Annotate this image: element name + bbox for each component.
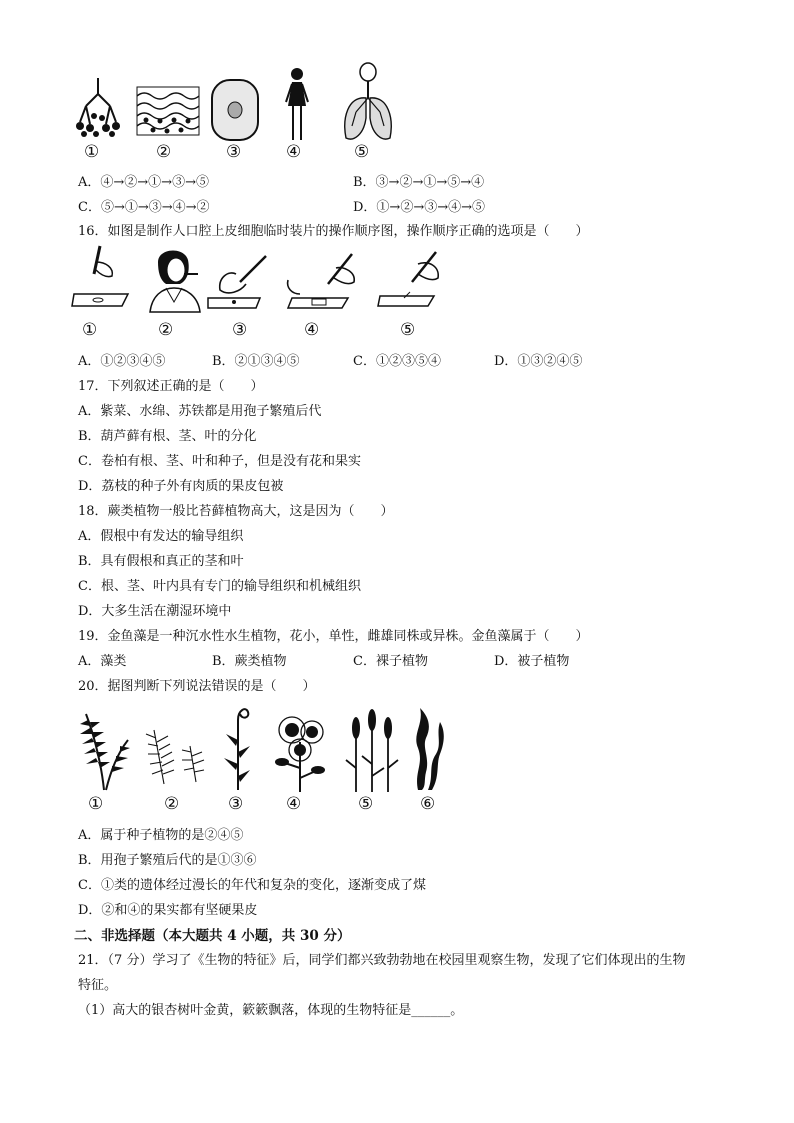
q20-label-3: ③: [228, 794, 244, 814]
figure-structure-levels: [70, 62, 400, 166]
q20-option-b: B．用孢子繁殖后代的是①③⑥: [78, 853, 257, 868]
q17-option-c: C．卷柏有根、茎、叶和种子，但是没有花和果实: [78, 454, 361, 469]
fig-top-label-4: ④: [286, 142, 302, 162]
q21-line2: 特征。: [78, 978, 118, 993]
q15-option-d: D．①→②→③→④→⑤: [353, 200, 485, 215]
step2-person-illustration: [144, 244, 206, 314]
figure-slide-steps: [70, 244, 450, 344]
fig-top-label-2: ②: [156, 142, 172, 162]
step5-hand-illustration: [376, 248, 450, 312]
fig-top-label-3: ③: [226, 142, 242, 162]
step4-hand-illustration: [282, 250, 366, 312]
plant-bud-illustration: [220, 700, 254, 792]
q17-option-a: A．紫菜、水绵、苏铁都是用孢子繁殖后代: [78, 404, 322, 419]
q16-option-c: C．①②③⑤④: [353, 354, 441, 369]
q19-option-d: D．被子植物: [494, 654, 570, 669]
q18-option-d: D．大多生活在潮湿环境中: [78, 604, 232, 619]
q16-label-4: ④: [304, 320, 320, 340]
step3-hand-illustration: [206, 252, 280, 312]
respiratory-system-illustration: [338, 62, 398, 144]
wheat-illustration: [342, 708, 404, 794]
q20-label-1: ①: [88, 794, 104, 814]
fig-top-label-1: ①: [84, 142, 100, 162]
q20-label-4: ④: [286, 794, 302, 814]
q20-label-2: ②: [164, 794, 180, 814]
q18-option-a: A．假根中有发达的输导组织: [78, 529, 244, 544]
q21-sub1: （1）高大的银杏树叶金黄，簌簌飘落，体现的生物特征是______。: [78, 1003, 464, 1018]
q16-label-2: ②: [158, 320, 174, 340]
q16-option-d: D．①③②④⑤: [494, 354, 583, 369]
fig-top-label-5: ⑤: [354, 142, 370, 162]
q19-option-a: A．藻类: [78, 654, 127, 669]
q16-label-3: ③: [232, 320, 248, 340]
q16-label-1: ①: [82, 320, 98, 340]
q18-option-b: B．具有假根和真正的茎和叶: [78, 554, 244, 569]
q20-label-6: ⑥: [420, 794, 436, 814]
q20-option-a: A．属于种子植物的是②④⑤: [78, 828, 244, 843]
step1-dropper-illustration: [70, 244, 132, 312]
epithelial-tissue-illustration: [136, 86, 200, 136]
seaweed-illustration: [408, 702, 448, 792]
lung-branch-illustration: [74, 78, 122, 140]
q15-option-b: B．③→②→①→⑤→④: [353, 175, 485, 190]
q15-option-c: C．⑤→①→③→④→②: [78, 200, 210, 215]
q15-option-a: A．④→②→①→③→⑤: [78, 175, 209, 190]
q20-option-c: C．①类的遗体经过漫长的年代和复杂的变化，逐渐变成了煤: [78, 878, 426, 893]
q17-option-d: D．荔枝的种子外有肉质的果皮包被: [78, 479, 284, 494]
q20-option-d: D．②和④的果实都有坚硬果皮: [78, 903, 258, 918]
sunflower-illustration: [270, 708, 330, 794]
q16-label-5: ⑤: [400, 320, 416, 340]
section-2-heading: 二、非选择题（本大题共 4 小题，共 30 分）: [74, 928, 351, 944]
fern-illustration: [76, 710, 132, 792]
q17-option-b: B．葫芦藓有根、茎、叶的分化: [78, 429, 257, 444]
q16-option-b: B．②①③④⑤: [212, 354, 300, 369]
q18-text: 18．蕨类植物一般比苔藓植物高大，这是因为（ ）: [78, 504, 394, 519]
q20-label-5: ⑤: [358, 794, 374, 814]
q16-option-a: A．①②③④⑤: [78, 354, 166, 369]
pine-branch-illustration: [144, 724, 208, 788]
q19-text: 19．金鱼藻是一种沉水性水生植物，花小，单性，雌雄同株或异株。金鱼藻属于（ ）: [78, 629, 589, 644]
human-illustration: [282, 66, 312, 144]
q20-text: 20．据图判断下列说法错误的是（ ）: [78, 679, 316, 694]
q17-text: 17．下列叙述正确的是（ ）: [78, 379, 264, 394]
q19-option-b: B．蕨类植物: [212, 654, 287, 669]
q19-option-c: C．裸子植物: [353, 654, 428, 669]
cell-illustration: [210, 78, 260, 142]
figure-plants: [74, 700, 454, 816]
q21-line1: 21．（7 分）学习了《生物的特征》后，同学们都兴致勃勃地在校园里观察生物，发现了它们体现出的生物: [78, 953, 686, 968]
q16-text: 16．如图是制作人口腔上皮细胞临时装片的操作顺序图，操作顺序正确的选项是（ ）: [78, 224, 589, 239]
q18-option-c: C．根、茎、叶内具有专门的输导组织和机械组织: [78, 579, 361, 594]
